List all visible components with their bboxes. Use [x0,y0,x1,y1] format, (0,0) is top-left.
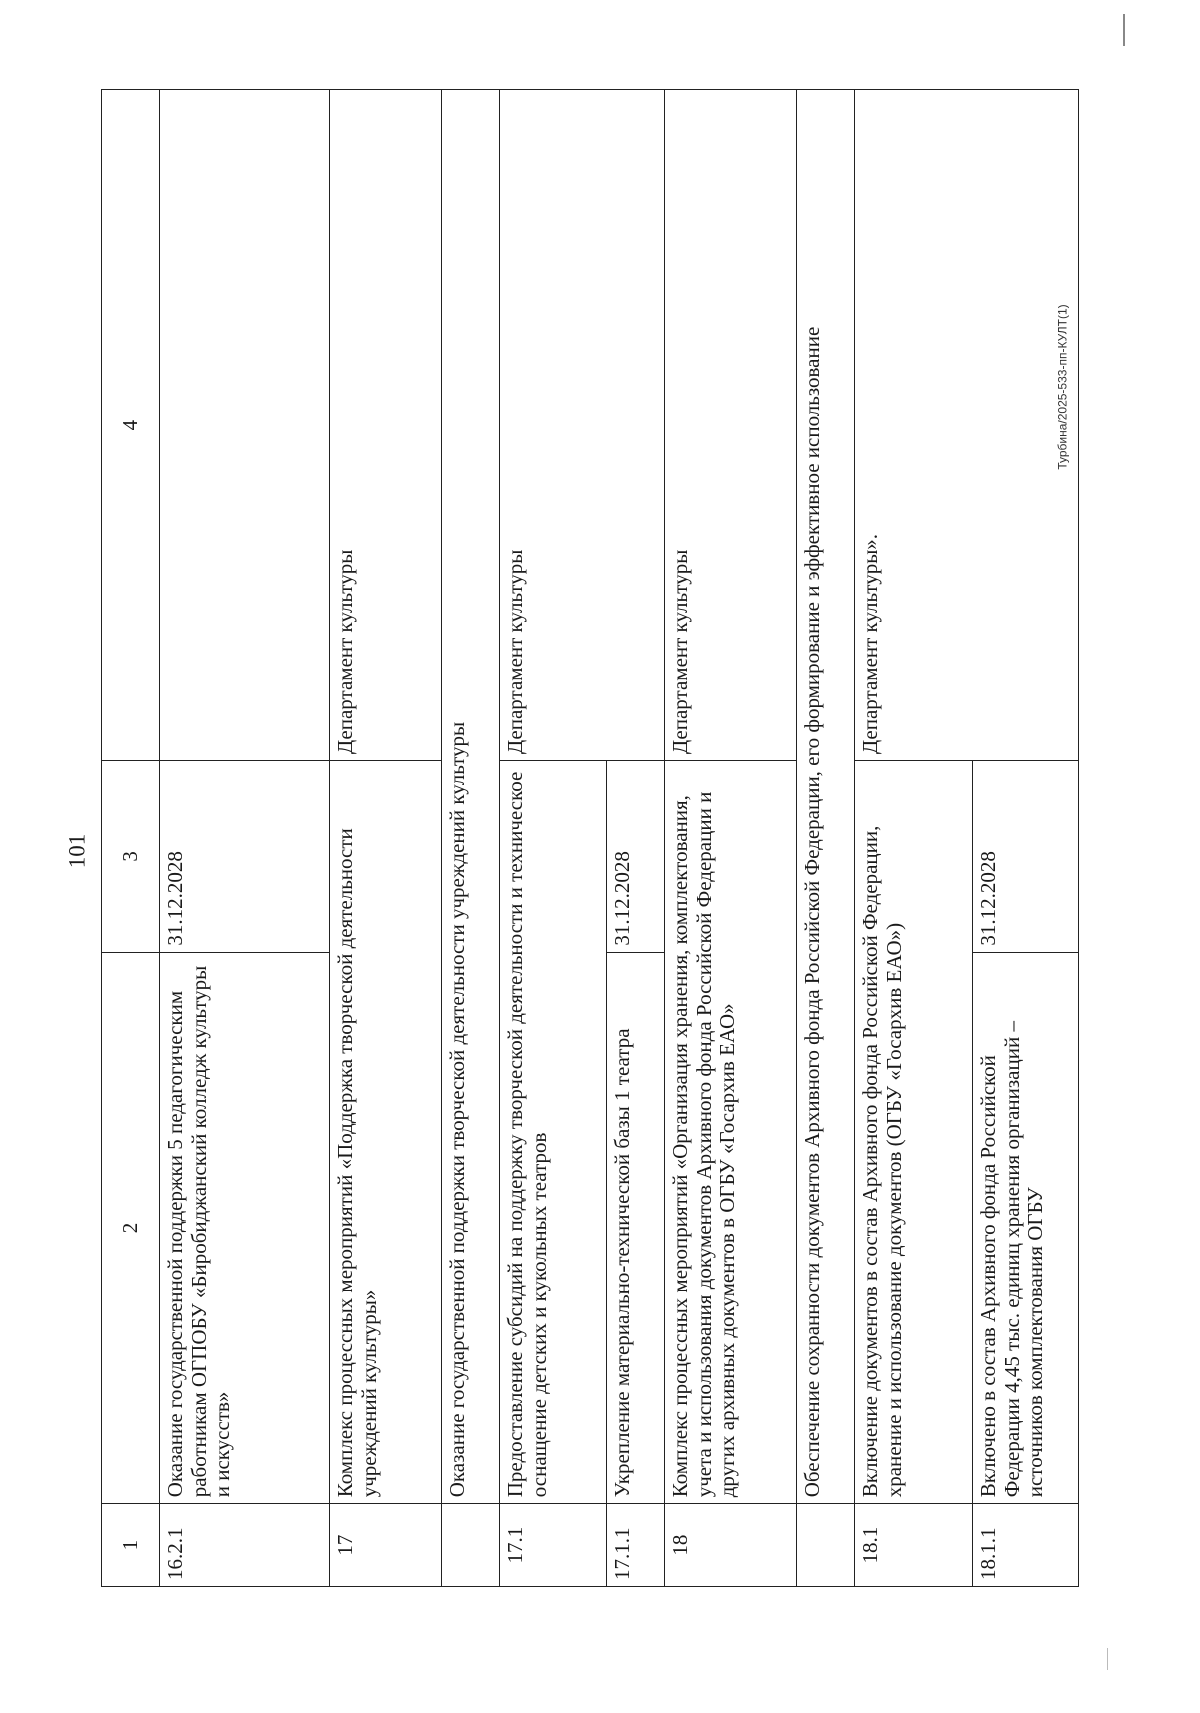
row-number-empty [442,1504,500,1587]
table-row [855,90,973,1587]
table-header-row [102,90,160,1587]
row-text: Оказание государственной поддержки 5 педагогическим работникам ОГПОБУ «Биробиджанский колледж культуры и искусств» [160,952,330,1504]
table-row [442,90,500,1587]
row-department: Департамент культуры [665,90,797,761]
table-row [797,90,855,1587]
header-col-4: 4 [102,90,160,761]
row-text: Комплекс процессных мероприятий «Организация хранения, комплектования, учета и использования документов Архивного фонда Российской Федерации и других архивных документов в ОГБУ «Госархив ЕАО» [665,761,797,1504]
page-number: 101 [64,833,90,869]
row-number: 17.1 [500,1504,607,1587]
table-row [160,90,330,1587]
row-number: 16.2.1 [160,1504,330,1587]
scan-artifact-line [1107,1648,1108,1670]
row-text: Предоставление субсидий на поддержку творческой деятельности и техническое оснащение детских и кукольных театров [500,761,607,1504]
header-col-2: 2 [102,952,160,1504]
row-department: Департамент культуры». [855,90,1079,761]
document-watermark: Турбина/2025-533-пп-КУЛТ(1) [1055,304,1070,470]
row-section-title: Оказание государственной поддержки творческой деятельности учреждений культуры [442,90,500,1504]
row-number: 17.1.1 [607,1504,665,1587]
row-number: 17 [330,1504,442,1587]
row-section-title: Обеспечение сохранности документов Архивного фонда Российской Федерации, его формирование и эффективное использование [797,90,855,1504]
row-date: 31.12.2028 [160,761,330,953]
row-department: Департамент культуры [500,90,665,761]
row-department [160,90,330,761]
plan-table [101,89,1079,1587]
row-date: 31.12.2028 [607,761,665,953]
row-text: Укрепление материально-технической базы 1 театра [607,952,665,1504]
row-date: 31.12.2028 [973,761,1079,953]
table-row [500,90,607,1587]
table-row [665,90,797,1587]
header-col-3: 3 [102,761,160,953]
row-text: Комплекс процессных мероприятий «Поддержка творческой деятельности учреждений культуры» [330,761,442,1504]
rotated-table-container [101,89,1078,1587]
row-number: 18.1 [855,1504,973,1587]
row-text: Включение документов в состав Архивного фонда Российской Федерации, хранение и использование документов (ОГБУ «Госархив ЕАО») [855,761,973,1504]
scan-artifact-line [1123,14,1125,46]
row-number: 18.1.1 [973,1504,1079,1587]
table-row [330,90,442,1587]
row-number-empty [797,1504,855,1587]
row-text: Включено в состав Архивного фонда Российской Федерации 4,45 тыс. единиц хранения организаций – источников комплектования ОГБУ [973,952,1079,1504]
header-col-1: 1 [102,1504,160,1587]
row-number: 18 [665,1504,797,1587]
row-department: Департамент культуры [330,90,442,761]
